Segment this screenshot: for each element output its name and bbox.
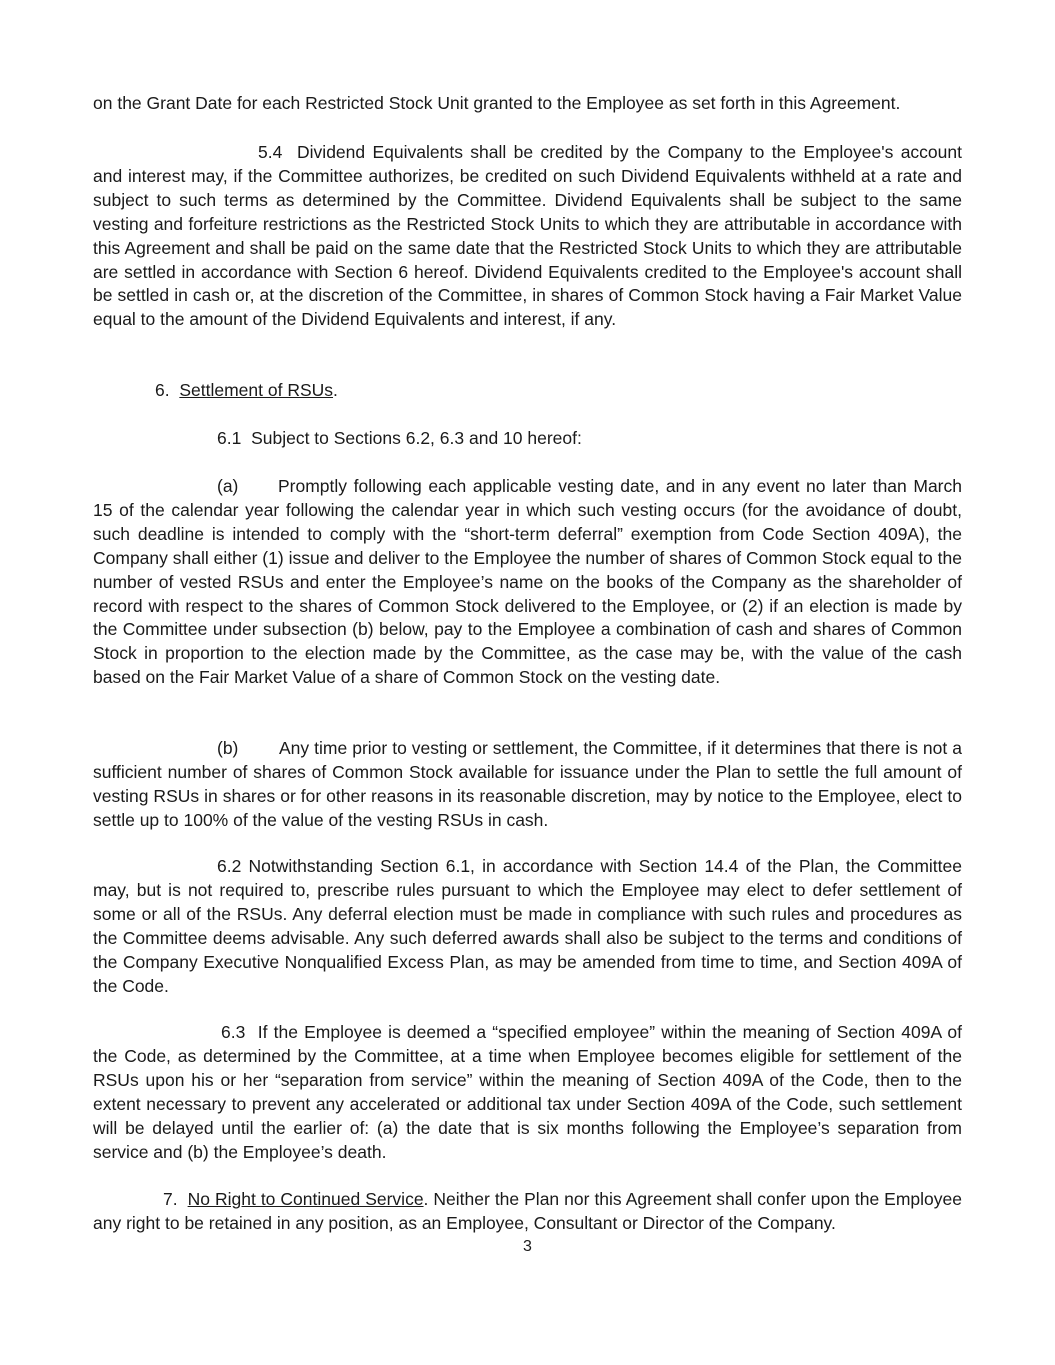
paragraph-carryover: on the Grant Date for each Restricted Stock Unit granted to the Employee as set forth in this Agreement. xyxy=(93,93,901,113)
paragraph-text: If the Employee is deemed a “specified employee” within the meaning of Section 409A of the Code, as determined by the Committee, at a time when Employee becomes eligible for settlement of the RSUs upon his or her “separation from service” within the meaning of Section 409A of the Code, then to the extent necessary to prevent any accelerated or additional tax under Section 409A of the Code, such settlement will be delayed until the earlier of: (a) the date that is six months following the Employee’s separation from service and (b) the Employee’s death. xyxy=(93,1022,962,1162)
paragraph-6-3 xyxy=(93,1021,962,1164)
paragraph-6-2 xyxy=(93,855,962,998)
paragraph-7 xyxy=(93,1188,962,1236)
section-number: 6.2 xyxy=(217,856,242,876)
section-title: Settlement of RSUs xyxy=(179,380,334,400)
page-number: 3 xyxy=(523,1238,532,1255)
section-heading-6: 6. Settlement of RSUs. xyxy=(155,380,338,400)
section-number: 6.1 xyxy=(217,428,242,448)
paragraph-text: Promptly following each applicable vesting date, and in any event no later than March 15 of the calendar year following the calendar year in which such vesting occurs (for the avoidance of doubt, such deadline is intended to comply with the “short-term deferral” exemption from Code Section 409A), the Company shall either (1) issue and deliver to the Employee the number of shares of Common Stock equal to the number of vested RSUs and enter the Employee’s name on the books of the Company as the shareholder of record with respect to the shares of Common Stock delivered to the Employee, or (2) if an election is made by the Committee under subsection (b) below, pay to the Employee a combination of cash and shares of Common Stock in proportion to the election made by the Committee, as the case may be, with the value of the cash based on the Fair Market Value of a share of Common Stock on the vesting date. xyxy=(93,476,962,688)
paragraph-text: Notwithstanding Section 6.1, in accordance with Section 14.4 of the Plan, the Committee may, but is not required to, prescribe rules pursuant to which the Employee may elect to defer settlement of some or all of the RSUs. Any deferral election must be made in compliance with such rules and procedures as the Committee deems advisable. Any such deferred awards shall also be subject to the terms and conditions of the Company Executive Nonqualified Excess Plan, as may be amended from time to time, and Section 409A of the Code. xyxy=(93,856,962,996)
section-number: 5.4 xyxy=(258,142,283,162)
paragraph-6-1 xyxy=(93,427,962,451)
section-title: No Right to Continued Service xyxy=(187,1189,424,1209)
paragraph-6-1-a xyxy=(93,475,962,690)
paragraph-text: Dividend Equivalents shall be credited by the Company to the Employee's account and interest may, if the Committee authorizes, be credited on such Dividend Equivalents withheld at a rate and subject to such terms as determined by the Committee. Dividend Equivalents shall be subject to the same vesting and forfeiture restrictions as the Restricted Stock Units to which they are attributable in accordance with this Agreement and shall be paid on the same date that the Restricted Stock Units to which they are attributable are settled in accordance with Section 6 hereof. Dividend Equivalents credited to the Employee's account shall be settled in cash or, at the discretion of the Committee, in shares of Common Stock having a Fair Market Value equal to the amount of the Dividend Equivalents and interest, if any. xyxy=(93,142,962,330)
paragraph-text: Subject to Sections 6.2, 6.3 and 10 hereof: xyxy=(251,428,582,448)
paragraph-text: . Neither the Plan nor this Agreement shall confer upon the Employee any right to be retained in any position, as an Employee, Consultant or Director of the Company. xyxy=(93,1189,962,1233)
clause-label: (b) xyxy=(217,738,239,758)
paragraph-6-1-b xyxy=(93,737,962,833)
section-number: 6.3 xyxy=(221,1022,246,1042)
paragraph-text: Any time prior to vesting or settlement, the Committee, if it determines that there is not a sufficient number of shares of Common Stock available for issuance under the Plan to settle the full amount of vesting RSUs in shares or for other reasons in its reasonable discretion, may by notice to the Employee, elect to settle up to 100% of the value of the vesting RSUs in cash. xyxy=(93,738,962,830)
clause-label: (a) xyxy=(217,476,239,496)
paragraph-5-4 xyxy=(93,141,962,332)
section-number: 7. xyxy=(163,1189,178,1209)
section-number: 6. xyxy=(155,380,170,400)
